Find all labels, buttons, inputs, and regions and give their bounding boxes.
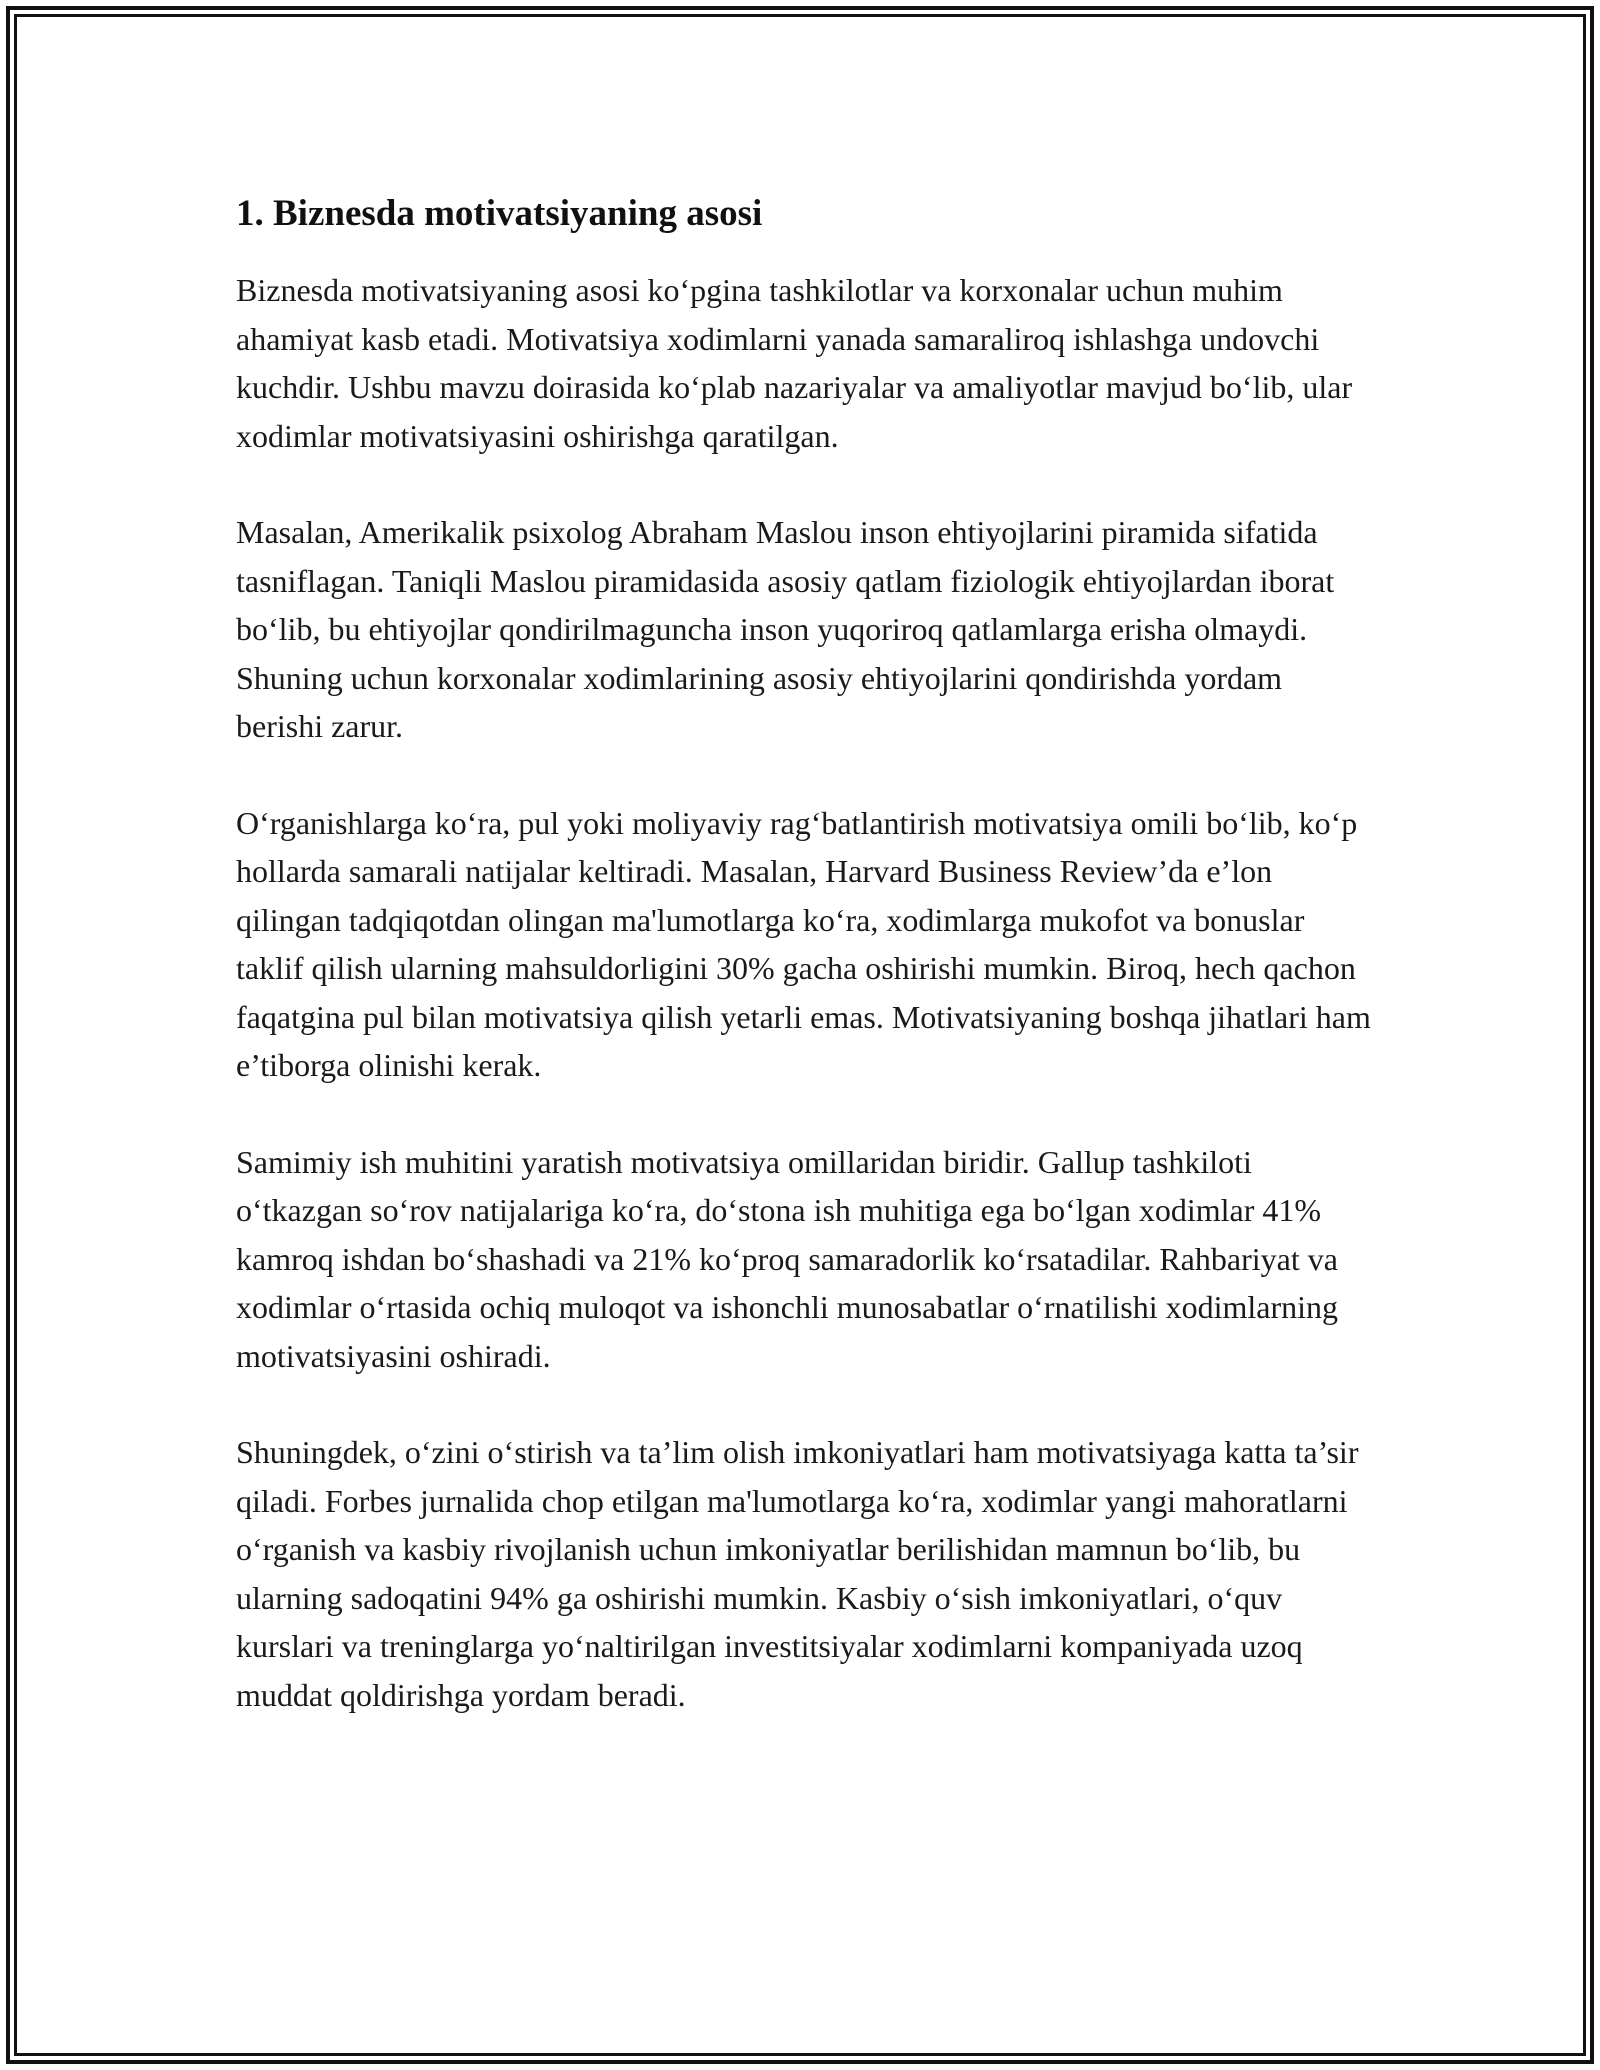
paragraph-work-environment: Samimiy ish muhitini yaratish motivatsiya omillaridan biridir. Gallup tashkiloti o‘tkazgan so‘rov natijalariga ko‘ra, do‘stona ish muhitiga ega bo‘lgan xodimlar 41% kamroq ishdan bo‘shashadi va 21% ko‘proq samaradorlik ko‘rsatadilar. Rahbariyat va xodimlar o‘rtasida ochiq muloqot va ishonchli munosabatlar o‘rnatilishi xodimlarning motivatsiyasini oshiradi. — [236, 1143, 1339, 1374]
paragraph-maslow: Masalan, Amerikalik psixolog Abraham Maslou inson ehtiyojlarini piramida sifatida tasniflagan. Taniqli Maslou piramidasida asosiy qatlam fiziologik ehtiyojlardan iborat bo‘lib, bu ehtiyojlar qondirilmaguncha inson yuqoriroq qatlamlarga erisha olmaydi. Shuning uchun korxonalar xodimlarining asosiy ehtiyojlarini qondirishda yordam berishi zarur. — [236, 514, 1335, 744]
section-heading: 1. Biznesda motivatsiyaning asosi — [236, 193, 763, 234]
document-body — [236, 188, 1376, 1767]
paragraph-financial-incentives: O‘rganishlarga ko‘ra, pul yoki moliyaviy rag‘batlantirish motivatsiya omili bo‘lib, ko‘p hollarda samarali natijalar keltiradi. Masalan, Harvard Business Review’da e’lon qilingan tadqiqotdan olingan ma'lumotlarga ko‘ra, xodimlarga mukofot va bonuslar taklif qilish ularning mahsuldorligini 30% gacha oshirishi mumkin. Biroq, hech qachon faqatgina pul bilan motivatsiya qilish yetarli emas. Motivatsiyaning boshqa jihatlari ham e’tiborga olinishi kerak. — [236, 804, 1371, 1083]
paragraph-intro: Biznesda motivatsiyaning asosi ko‘pgina tashkilotlar va korxonalar uchun muhim ahamiyat kasb etadi. Motivatsiya xodimlarni yanada samaraliroq ishlashga undovchi kuchdir. Ushbu mavzu doirasida ko‘plab nazariyalar va amaliyotlar mavjud bo‘lib, ular xodimlar motivatsiyasini oshirishga qaratilgan. — [236, 272, 1353, 454]
paragraph-self-development: Shuningdek, o‘zini o‘stirish va ta’lim olish imkoniyatlari ham motivatsiyaga katta ta’sir qiladi. Forbes jurnalida chop etilgan ma'lumotlarga ko‘ra, xodimlar yangi mahoratlarni o‘rganish va kasbiy rivojlanish uchun imkoniyatlar berilishidan mamnun bo‘lib, bu ularning sadoqatini 94% ga oshirishi mumkin. Kasbiy o‘sish imkoniyatlari, o‘quv kurslari va treninglarga yo‘naltirilgan investitsiyalar xodimlarni kompaniyada uzoq muddat qoldirishga yordam beradi. — [236, 1434, 1359, 1713]
